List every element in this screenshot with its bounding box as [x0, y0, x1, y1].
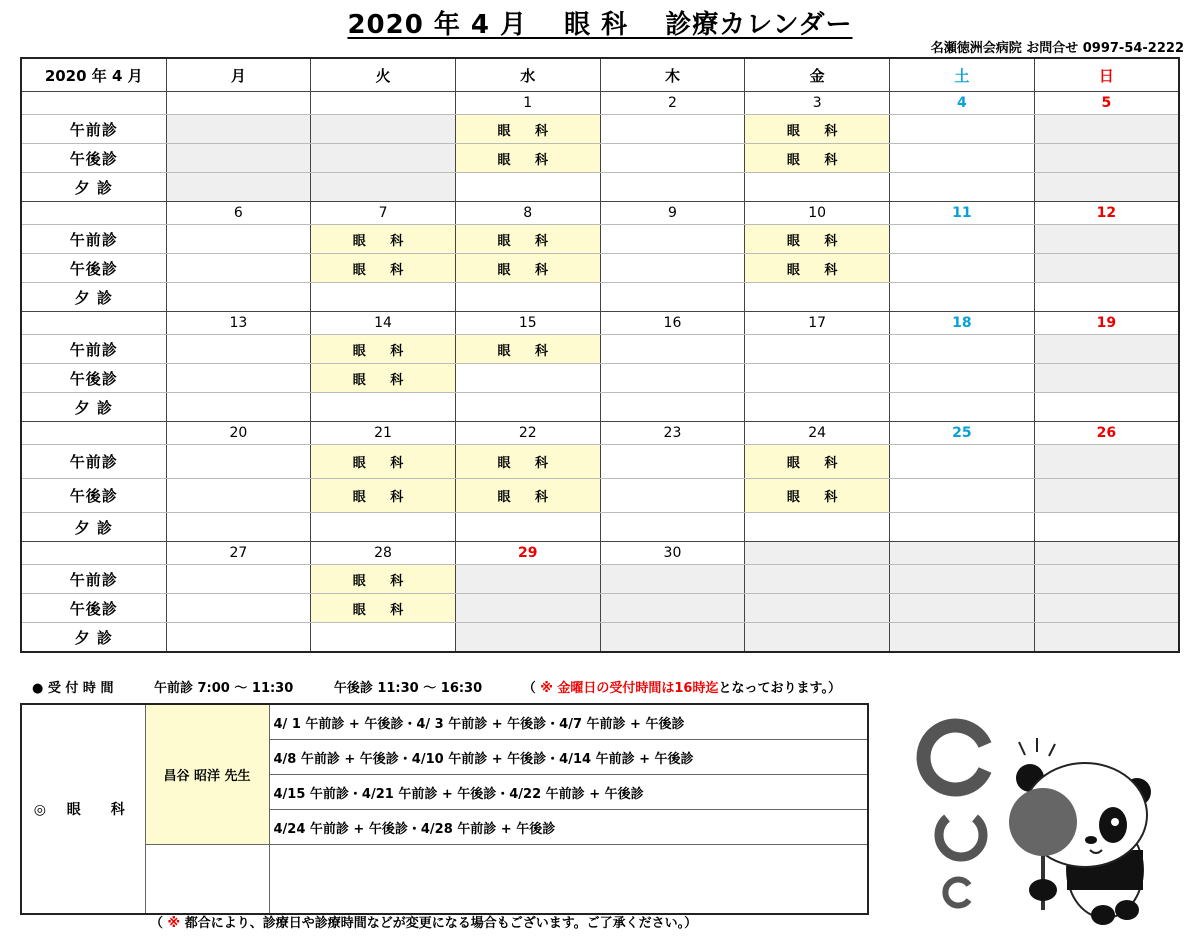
- date-cell: 16: [600, 312, 745, 335]
- week-date-row: [21, 312, 1179, 335]
- closed-cell: [1034, 173, 1179, 202]
- empty-cell: [745, 393, 890, 422]
- empty-cell: [890, 173, 1035, 202]
- closed-cell: [1034, 479, 1179, 513]
- clinic-cell: 眼 科: [745, 115, 890, 144]
- reception-note-rest: となっております。）: [718, 681, 841, 696]
- closed-cell: [166, 144, 311, 173]
- date-cell: 20: [166, 422, 311, 445]
- closed-cell: [1034, 115, 1179, 144]
- date-row-blank: [21, 422, 166, 445]
- closed-cell: [890, 623, 1035, 653]
- date-cell: 27: [166, 542, 311, 565]
- closed-cell: [166, 173, 311, 202]
- session-label: 午前診: [21, 565, 166, 594]
- empty-cell: [455, 393, 600, 422]
- date-cell: 14: [311, 312, 456, 335]
- session-row-pm: [21, 144, 1179, 173]
- footnote-text: 都合により、診療日や診療時間などが変更になる場合もございます。ご了承ください。）: [180, 916, 698, 931]
- empty-cell: [890, 283, 1035, 312]
- session-label: 午前診: [21, 225, 166, 254]
- schedule-line: 4/8 午前診 + 午後診・4/10 午前診 + 午後診・4/14 午前診 + 午後診: [269, 740, 868, 775]
- clinic-cell: 眼 科: [311, 445, 456, 479]
- date-cell: 17: [745, 312, 890, 335]
- date-cell: 6: [166, 202, 311, 225]
- date-cell: 10: [745, 202, 890, 225]
- empty-cell: [600, 115, 745, 144]
- weekday-thu: 木: [600, 58, 745, 92]
- empty-cell: [455, 364, 600, 393]
- clinic-cell: 眼 科: [455, 225, 600, 254]
- empty-cell: [166, 479, 311, 513]
- reception-hours: [32, 677, 841, 696]
- page-title: 2020 年 4 月 眼 科 診療カレンダー: [347, 10, 853, 40]
- clinic-cell: 眼 科: [311, 225, 456, 254]
- empty-cell: [166, 335, 311, 364]
- session-label: 午後診: [21, 364, 166, 393]
- date-cell: 23: [600, 422, 745, 445]
- empty-cell: [1034, 393, 1179, 422]
- clinic-cell: 眼 科: [311, 335, 456, 364]
- clinic-cell: 眼 科: [311, 594, 456, 623]
- session-label: 夕 診: [21, 513, 166, 542]
- clinic-cell: 眼 科: [745, 254, 890, 283]
- closed-cell: [311, 173, 456, 202]
- weekday-sat: 土: [890, 58, 1035, 92]
- weekday-wed: 水: [455, 58, 600, 92]
- date-cell: 29: [455, 542, 600, 565]
- empty-cell: [166, 513, 311, 542]
- date-row-blank: [21, 542, 166, 565]
- schedule-line: 4/ 1 午前診 + 午後診・4/ 3 午前診 + 午後診・4/7 午前診 + 午後診: [269, 704, 868, 740]
- weekday-sun: 日: [1034, 58, 1179, 92]
- session-label: 午後診: [21, 144, 166, 173]
- closed-cell: [455, 623, 600, 653]
- empty-cell: [745, 335, 890, 364]
- session-row-eve: [21, 283, 1179, 312]
- calendar-table: [20, 57, 1180, 653]
- empty-cell: [745, 364, 890, 393]
- doctor-name: 昌谷 昭洋 先生: [145, 704, 269, 845]
- empty-cell: [890, 225, 1035, 254]
- clinic-cell: 眼 科: [311, 565, 456, 594]
- empty-cell: [455, 283, 600, 312]
- date-cell: 25: [890, 422, 1035, 445]
- closed-cell: [455, 565, 600, 594]
- closed-cell: [1034, 144, 1179, 173]
- session-row-pm: [21, 594, 1179, 623]
- empty-cell: [166, 623, 311, 653]
- empty-cell: [455, 173, 600, 202]
- closed-cell: [1034, 364, 1179, 393]
- date-cell: 1: [455, 92, 600, 115]
- empty-cell: [166, 364, 311, 393]
- empty-cell: [890, 254, 1035, 283]
- session-label: 午前診: [21, 335, 166, 364]
- empty-cell: [166, 283, 311, 312]
- date-cell: 3: [745, 92, 890, 115]
- schedule-line: [269, 845, 868, 915]
- closed-cell: [600, 623, 745, 653]
- clinic-cell: 眼 科: [311, 254, 456, 283]
- empty-cell: [600, 173, 745, 202]
- closed-cell: [1034, 623, 1179, 653]
- session-row-eve: [21, 623, 1179, 653]
- schedule-line: 4/15 午前診・4/21 午前診 + 午後診・4/22 午前診 + 午後診: [269, 775, 868, 810]
- session-label: 午前診: [21, 115, 166, 144]
- date-cell: [166, 92, 311, 115]
- empty-cell: [890, 513, 1035, 542]
- week-date-row: [21, 542, 1179, 565]
- date-cell: 12: [1034, 202, 1179, 225]
- closed-cell: [1034, 594, 1179, 623]
- clinic-cell: 眼 科: [745, 445, 890, 479]
- date-cell: 4: [890, 92, 1035, 115]
- empty-cell: [166, 445, 311, 479]
- doctor-schedule-table: [20, 703, 869, 915]
- empty-cell: [166, 594, 311, 623]
- weekday-fri: 金: [745, 58, 890, 92]
- schedule-line: 4/24 午前診 + 午後診・4/28 午前診 + 午後診: [269, 810, 868, 845]
- empty-cell: [600, 283, 745, 312]
- empty-cell: [166, 225, 311, 254]
- closed-cell: [1034, 335, 1179, 364]
- session-label: 午前診: [21, 445, 166, 479]
- clinic-cell: 眼 科: [745, 144, 890, 173]
- session-label: 夕 診: [21, 173, 166, 202]
- session-row-am: [21, 445, 1179, 479]
- closed-cell: [1034, 254, 1179, 283]
- empty-cell: [890, 393, 1035, 422]
- session-label: 午後診: [21, 479, 166, 513]
- empty-cell: [166, 565, 311, 594]
- clinic-cell: 眼 科: [311, 364, 456, 393]
- empty-cell: [311, 283, 456, 312]
- closed-cell: [1034, 445, 1179, 479]
- empty-cell: [1034, 513, 1179, 542]
- date-cell: 26: [1034, 422, 1179, 445]
- session-label: 午後診: [21, 594, 166, 623]
- reception-label: ● 受 付 時 間: [32, 681, 114, 696]
- date-cell: 2: [600, 92, 745, 115]
- date-row-blank: [21, 92, 166, 115]
- empty-cell: [600, 144, 745, 173]
- session-label: 夕 診: [21, 393, 166, 422]
- date-cell: 21: [311, 422, 456, 445]
- contact-info: 名瀬徳洲会病院 お問合せ 0997-54-2222: [930, 41, 1184, 56]
- session-label: 夕 診: [21, 283, 166, 312]
- reception-am: 午前診 7:00 〜 11:30: [153, 681, 294, 696]
- closed-cell: [890, 565, 1035, 594]
- closed-cell: [166, 115, 311, 144]
- landolt-ring-large-icon: [924, 726, 985, 790]
- date-cell: 19: [1034, 312, 1179, 335]
- empty-cell: [890, 364, 1035, 393]
- date-cell: 15: [455, 312, 600, 335]
- session-row-eve: [21, 513, 1179, 542]
- empty-cell: [745, 283, 890, 312]
- empty-cell: [600, 225, 745, 254]
- clinic-cell: 眼 科: [311, 479, 456, 513]
- department-label: ◎ 眼 科: [21, 704, 145, 914]
- calendar-corner-label: 2020 年 4 月: [21, 58, 166, 92]
- clinic-cell: 眼 科: [745, 479, 890, 513]
- empty-cell: [455, 513, 600, 542]
- footnote-mark: ※: [167, 916, 181, 931]
- date-cell: 7: [311, 202, 456, 225]
- reception-note-open: （: [522, 681, 541, 696]
- date-cell: 9: [600, 202, 745, 225]
- doctor-name-blank: [145, 845, 269, 915]
- session-row-pm: [21, 364, 1179, 393]
- clinic-cell: 眼 科: [455, 254, 600, 283]
- clinic-cell: 眼 科: [455, 479, 600, 513]
- session-row-am: [21, 335, 1179, 364]
- empty-cell: [166, 393, 311, 422]
- session-row-am: [21, 115, 1179, 144]
- clinic-cell: 眼 科: [455, 115, 600, 144]
- weekday-mon: 月: [166, 58, 311, 92]
- date-cell: 24: [745, 422, 890, 445]
- date-cell: 22: [455, 422, 600, 445]
- session-row-pm: [21, 479, 1179, 513]
- empty-cell: [311, 513, 456, 542]
- empty-cell: [890, 445, 1035, 479]
- reception-pm: 午後診 11:30 〜 16:30: [333, 681, 483, 696]
- session-label: 夕 診: [21, 623, 166, 653]
- date-cell: [1034, 542, 1179, 565]
- week-date-row: [21, 202, 1179, 225]
- reception-note-friday: ※ 金曜日の受付時間は16時迄: [540, 681, 719, 696]
- closed-cell: [745, 623, 890, 653]
- calendar-header-row: [21, 58, 1179, 92]
- date-cell: [890, 542, 1035, 565]
- date-cell: 18: [890, 312, 1035, 335]
- clinic-cell: 眼 科: [745, 225, 890, 254]
- empty-cell: [166, 254, 311, 283]
- session-row-am: [21, 225, 1179, 254]
- empty-cell: [890, 115, 1035, 144]
- date-cell: [311, 92, 456, 115]
- landolt-ring-small-icon: [945, 880, 969, 906]
- date-cell: 8: [455, 202, 600, 225]
- footnote: （ ※ 都合により、診療日や診療時間などが変更になる場合もございます。ご了承ください。）: [150, 916, 698, 931]
- week-date-row: [21, 92, 1179, 115]
- closed-cell: [311, 115, 456, 144]
- clinic-cell: 眼 科: [455, 445, 600, 479]
- empty-cell: [311, 623, 456, 653]
- empty-cell: [745, 513, 890, 542]
- date-row-blank: [21, 202, 166, 225]
- closed-cell: [745, 594, 890, 623]
- clinic-cell: 眼 科: [455, 335, 600, 364]
- empty-cell: [890, 335, 1035, 364]
- date-cell: 28: [311, 542, 456, 565]
- empty-cell: [600, 445, 745, 479]
- landolt-ring-medium-icon: [939, 818, 983, 857]
- closed-cell: [600, 565, 745, 594]
- empty-cell: [745, 173, 890, 202]
- session-row-am: [21, 565, 1179, 594]
- session-label: 午後診: [21, 254, 166, 283]
- session-row-eve: [21, 393, 1179, 422]
- empty-cell: [600, 513, 745, 542]
- session-row-eve: [21, 173, 1179, 202]
- closed-cell: [745, 565, 890, 594]
- empty-cell: [600, 393, 745, 422]
- date-cell: 11: [890, 202, 1035, 225]
- date-cell: 13: [166, 312, 311, 335]
- weekday-tue: 火: [311, 58, 456, 92]
- empty-cell: [600, 254, 745, 283]
- date-cell: 30: [600, 542, 745, 565]
- closed-cell: [311, 144, 456, 173]
- closed-cell: [600, 594, 745, 623]
- closed-cell: [890, 594, 1035, 623]
- empty-cell: [600, 335, 745, 364]
- clinic-cell: 眼 科: [455, 144, 600, 173]
- session-row-pm: [21, 254, 1179, 283]
- empty-cell: [1034, 283, 1179, 312]
- date-cell: [745, 542, 890, 565]
- closed-cell: [1034, 565, 1179, 594]
- panda-eye-test-illustration: [905, 700, 1195, 935]
- closed-cell: [455, 594, 600, 623]
- date-row-blank: [21, 312, 166, 335]
- empty-cell: [890, 144, 1035, 173]
- week-date-row: [21, 422, 1179, 445]
- empty-cell: [311, 393, 456, 422]
- closed-cell: [1034, 225, 1179, 254]
- date-cell: 5: [1034, 92, 1179, 115]
- empty-cell: [600, 479, 745, 513]
- empty-cell: [890, 479, 1035, 513]
- empty-cell: [600, 364, 745, 393]
